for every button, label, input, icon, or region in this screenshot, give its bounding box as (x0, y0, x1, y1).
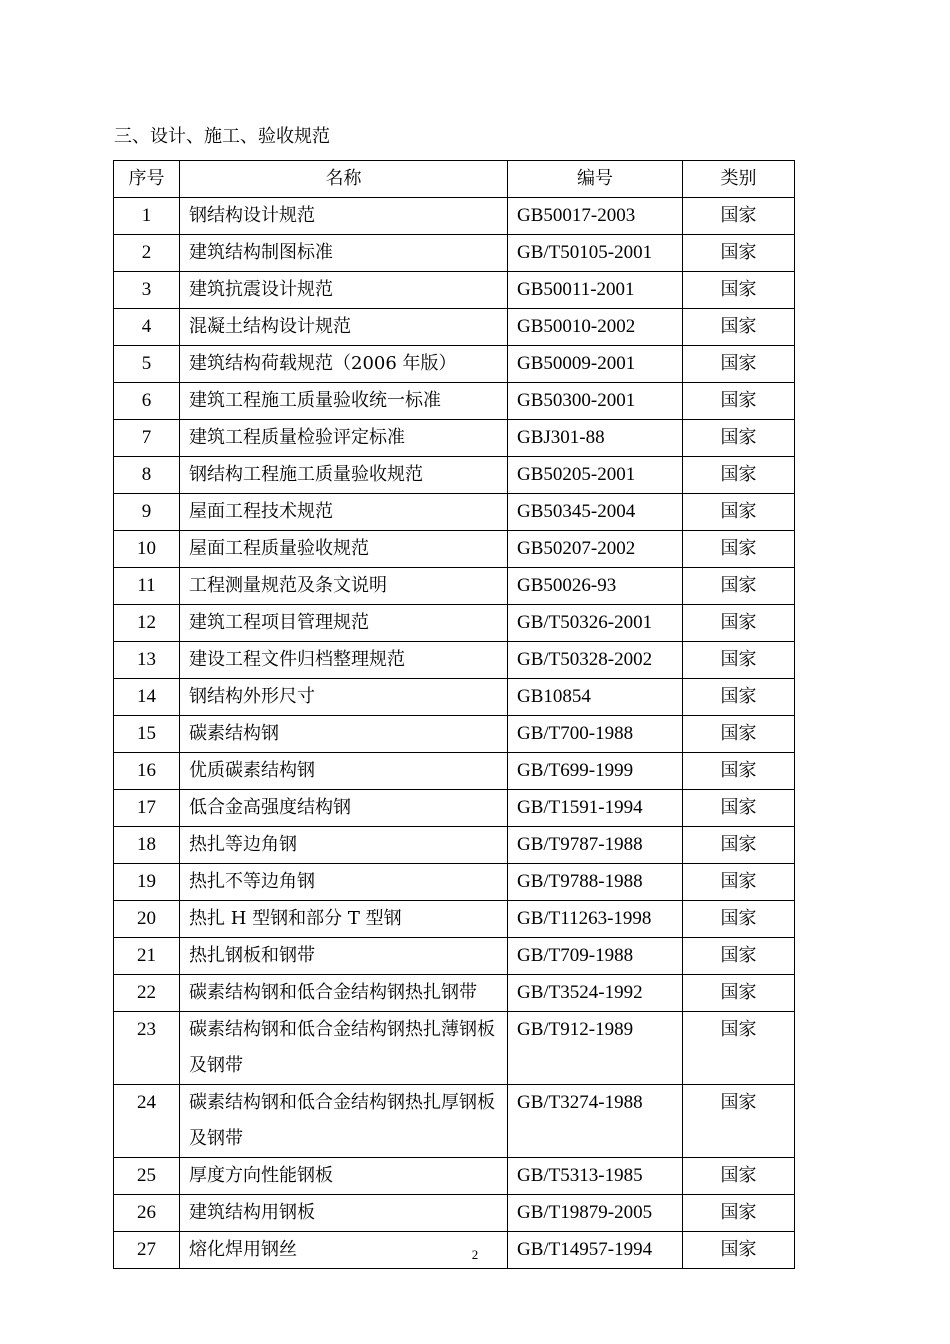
table-row (114, 531, 795, 568)
cell-category: 国家 (683, 198, 795, 235)
table-row (114, 975, 795, 1012)
cell-no: 27 (114, 1232, 180, 1269)
cell-name: 建筑结构制图标准 (180, 235, 508, 272)
table-row (114, 864, 795, 901)
cell-code: GB50207-2002 (508, 531, 683, 568)
cell-name: 热扎等边角钢 (180, 827, 508, 864)
column-header-name: 名称 (180, 161, 508, 198)
table-row (114, 605, 795, 642)
cell-code: GB/T3524-1992 (508, 975, 683, 1012)
cell-name: 钢结构外形尺寸 (180, 679, 508, 716)
cell-name: 低合金高强度结构钢 (180, 790, 508, 827)
column-header-no: 序号 (114, 161, 180, 198)
cell-category: 国家 (683, 531, 795, 568)
cell-category: 国家 (683, 716, 795, 753)
cell-category: 国家 (683, 457, 795, 494)
cell-no: 12 (114, 605, 180, 642)
cell-category: 国家 (683, 1085, 795, 1158)
table-row (114, 346, 795, 383)
table-row (114, 679, 795, 716)
table-row (114, 420, 795, 457)
cell-category: 国家 (683, 679, 795, 716)
cell-category: 国家 (683, 1012, 795, 1085)
table-row (114, 1012, 795, 1085)
cell-code: GB/T1591-1994 (508, 790, 683, 827)
column-header-code: 编号 (508, 161, 683, 198)
cell-no: 18 (114, 827, 180, 864)
cell-name: 建筑结构荷载规范（2006 年版） (180, 346, 508, 383)
cell-name: 碳素结构钢和低合金结构钢热扎钢带 (180, 975, 508, 1012)
cell-no: 1 (114, 198, 180, 235)
cell-code: GB/T50105-2001 (508, 235, 683, 272)
cell-name: 厚度方向性能钢板 (180, 1158, 508, 1195)
cell-category: 国家 (683, 494, 795, 531)
cell-no: 7 (114, 420, 180, 457)
cell-category: 国家 (683, 790, 795, 827)
cell-code: GB/T9787-1988 (508, 827, 683, 864)
table-header-row (114, 161, 795, 198)
cell-no: 22 (114, 975, 180, 1012)
cell-code: GB50026-93 (508, 568, 683, 605)
cell-name: 建筑工程项目管理规范 (180, 605, 508, 642)
cell-code: GB/T699-1999 (508, 753, 683, 790)
cell-category: 国家 (683, 864, 795, 901)
cell-name: 建筑结构用钢板 (180, 1195, 508, 1232)
cell-code: GB/T912-1989 (508, 1012, 683, 1085)
cell-code: GB50009-2001 (508, 346, 683, 383)
table-row (114, 753, 795, 790)
table-row (114, 827, 795, 864)
cell-name: 屋面工程质量验收规范 (180, 531, 508, 568)
cell-code: GB50205-2001 (508, 457, 683, 494)
cell-no: 23 (114, 1012, 180, 1085)
cell-code: GB50300-2001 (508, 383, 683, 420)
cell-category: 国家 (683, 272, 795, 309)
cell-no: 24 (114, 1085, 180, 1158)
cell-category: 国家 (683, 901, 795, 938)
cell-no: 6 (114, 383, 180, 420)
cell-no: 25 (114, 1158, 180, 1195)
table-body (114, 198, 795, 1269)
cell-category: 国家 (683, 420, 795, 457)
cell-category: 国家 (683, 346, 795, 383)
cell-no: 2 (114, 235, 180, 272)
cell-code: GB/T700-1988 (508, 716, 683, 753)
table-row (114, 901, 795, 938)
cell-name: 优质碳素结构钢 (180, 753, 508, 790)
cell-code: GB/T50326-2001 (508, 605, 683, 642)
cell-category: 国家 (683, 827, 795, 864)
cell-name: 碳素结构钢 (180, 716, 508, 753)
cell-name: 屋面工程技术规范 (180, 494, 508, 531)
table-row (114, 235, 795, 272)
cell-no: 16 (114, 753, 180, 790)
table-row (114, 383, 795, 420)
cell-category: 国家 (683, 383, 795, 420)
cell-no: 17 (114, 790, 180, 827)
cell-category: 国家 (683, 1158, 795, 1195)
cell-code: GB/T14957-1994 (508, 1232, 683, 1269)
section-heading: 三、设计、施工、验收规范 (114, 126, 330, 147)
cell-category: 国家 (683, 309, 795, 346)
cell-code: GB/T5313-1985 (508, 1158, 683, 1195)
cell-no: 19 (114, 864, 180, 901)
cell-no: 15 (114, 716, 180, 753)
cell-name: 工程测量规范及条文说明 (180, 568, 508, 605)
table-row (114, 309, 795, 346)
table-row (114, 568, 795, 605)
cell-category: 国家 (683, 642, 795, 679)
table-row (114, 1195, 795, 1232)
cell-code: GB50345-2004 (508, 494, 683, 531)
cell-no: 10 (114, 531, 180, 568)
cell-no: 20 (114, 901, 180, 938)
cell-name: 熔化焊用钢丝 (180, 1232, 508, 1269)
cell-code: GB/T3274-1988 (508, 1085, 683, 1158)
cell-name: 建设工程文件归档整理规范 (180, 642, 508, 679)
cell-code: GB/T50328-2002 (508, 642, 683, 679)
cell-code: GB/T9788-1988 (508, 864, 683, 901)
cell-no: 4 (114, 309, 180, 346)
table-row (114, 198, 795, 235)
cell-no: 13 (114, 642, 180, 679)
cell-category: 国家 (683, 975, 795, 1012)
table-row (114, 790, 795, 827)
cell-name: 碳素结构钢和低合金结构钢热扎薄钢板及钢带 (180, 1012, 508, 1085)
table-row (114, 272, 795, 309)
table-row (114, 716, 795, 753)
column-header-category: 类别 (683, 161, 795, 198)
cell-name: 热扎 H 型钢和部分 T 型钢 (180, 901, 508, 938)
cell-category: 国家 (683, 235, 795, 272)
cell-name: 建筑工程施工质量验收统一标准 (180, 383, 508, 420)
cell-category: 国家 (683, 753, 795, 790)
table-row (114, 642, 795, 679)
table-row (114, 938, 795, 975)
page-number: 2 (471, 1247, 479, 1262)
cell-no: 11 (114, 568, 180, 605)
cell-code: GB/T709-1988 (508, 938, 683, 975)
cell-code: GB50011-2001 (508, 272, 683, 309)
cell-name: 热扎不等边角钢 (180, 864, 508, 901)
cell-no: 21 (114, 938, 180, 975)
cell-name: 建筑抗震设计规范 (180, 272, 508, 309)
cell-name: 混凝土结构设计规范 (180, 309, 508, 346)
cell-name: 热扎钢板和钢带 (180, 938, 508, 975)
table-row (114, 494, 795, 531)
table-row (114, 1085, 795, 1158)
table-row (114, 457, 795, 494)
cell-category: 国家 (683, 1195, 795, 1232)
cell-code: GB10854 (508, 679, 683, 716)
cell-no: 5 (114, 346, 180, 383)
cell-no: 3 (114, 272, 180, 309)
cell-no: 14 (114, 679, 180, 716)
cell-name: 建筑工程质量检验评定标准 (180, 420, 508, 457)
table-row (114, 1158, 795, 1195)
cell-code: GB50017-2003 (508, 198, 683, 235)
cell-code: GB/T19879-2005 (508, 1195, 683, 1232)
cell-code: GB/T11263-1998 (508, 901, 683, 938)
cell-category: 国家 (683, 605, 795, 642)
cell-name: 碳素结构钢和低合金结构钢热扎厚钢板及钢带 (180, 1085, 508, 1158)
cell-category: 国家 (683, 568, 795, 605)
cell-name: 钢结构设计规范 (180, 198, 508, 235)
cell-no: 9 (114, 494, 180, 531)
cell-no: 8 (114, 457, 180, 494)
cell-category: 国家 (683, 938, 795, 975)
cell-category: 国家 (683, 1232, 795, 1269)
cell-code: GBJ301-88 (508, 420, 683, 457)
standards-table (113, 160, 795, 1269)
cell-name: 钢结构工程施工质量验收规范 (180, 457, 508, 494)
cell-code: GB50010-2002 (508, 309, 683, 346)
cell-no: 26 (114, 1195, 180, 1232)
